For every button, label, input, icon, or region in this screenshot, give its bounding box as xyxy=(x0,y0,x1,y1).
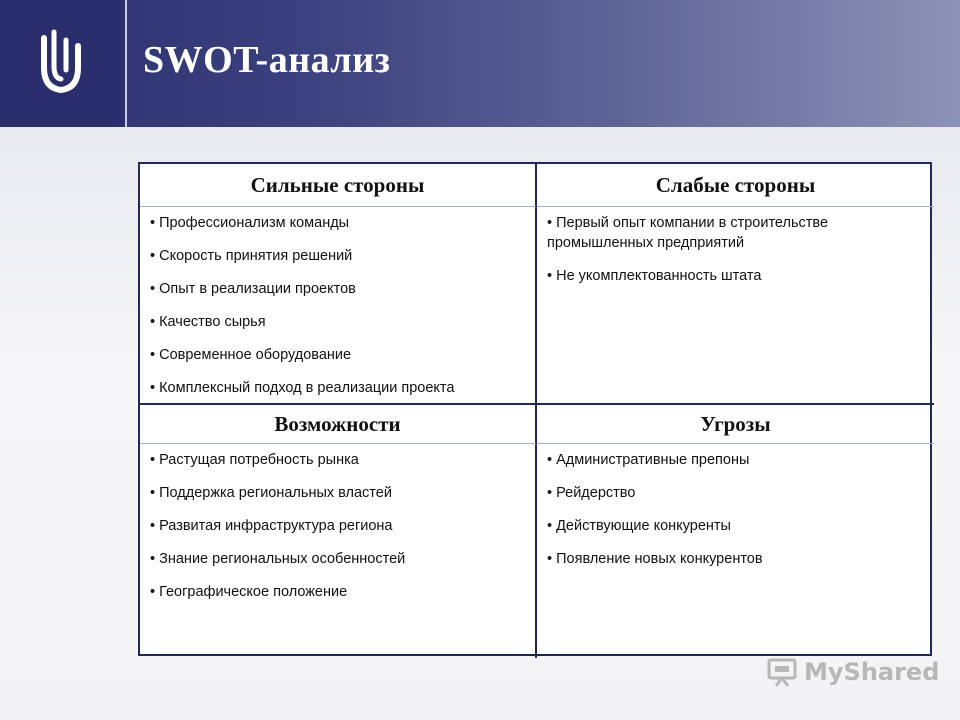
page-title: SWOT-анализ xyxy=(143,39,391,81)
list-item: • Скорость принятия решений xyxy=(150,248,353,264)
strengths-header: Сильные стороны xyxy=(140,164,537,207)
weaknesses-header: Слабые стороны xyxy=(537,164,934,207)
threats-list xyxy=(547,450,926,569)
presentation-icon xyxy=(766,656,798,688)
strengths-cell xyxy=(140,207,537,403)
list-item: • Первый опыт компании в строительстве промышленных предприятий xyxy=(547,215,829,251)
list-item: • Качество сырья xyxy=(150,314,266,330)
weaknesses-cell xyxy=(537,207,934,403)
list-item: • Рейдерство xyxy=(547,485,636,501)
slide-header xyxy=(0,0,960,127)
opportunities-cell xyxy=(140,444,537,658)
list-item: • Не укомплектованность штата xyxy=(547,268,762,284)
list-item: • Поддержка региональных властей xyxy=(150,485,392,501)
swot-table xyxy=(138,162,932,656)
list-item: • Административные препоны xyxy=(547,452,750,468)
threats-header: Угрозы xyxy=(537,403,934,444)
company-logo-icon xyxy=(38,26,84,96)
list-item: • Действующие конкуренты xyxy=(547,518,731,534)
watermark xyxy=(766,656,939,688)
strengths-list xyxy=(150,213,527,398)
opportunities-header: Возможности xyxy=(140,403,537,444)
list-item: • Комплексный подход в реализации проекта xyxy=(150,380,455,396)
watermark-text: MyShared xyxy=(804,658,940,686)
opportunities-list xyxy=(150,450,527,602)
list-item: • Знание региональных особенностей xyxy=(150,551,406,567)
list-item: • Географическое положение xyxy=(150,584,348,600)
logo xyxy=(0,0,127,127)
list-item: • Профессионализм команды xyxy=(150,215,350,231)
list-item: • Появление новых конкурентов xyxy=(547,551,763,567)
threats-cell xyxy=(537,444,934,658)
list-item: • Развитая инфраструктура региона xyxy=(150,518,393,534)
weaknesses-list xyxy=(547,213,926,286)
list-item: • Растущая потребность рынка xyxy=(150,452,359,468)
list-item: • Современное оборудование xyxy=(150,347,352,363)
list-item: • Опыт в реализации проектов xyxy=(150,281,356,297)
